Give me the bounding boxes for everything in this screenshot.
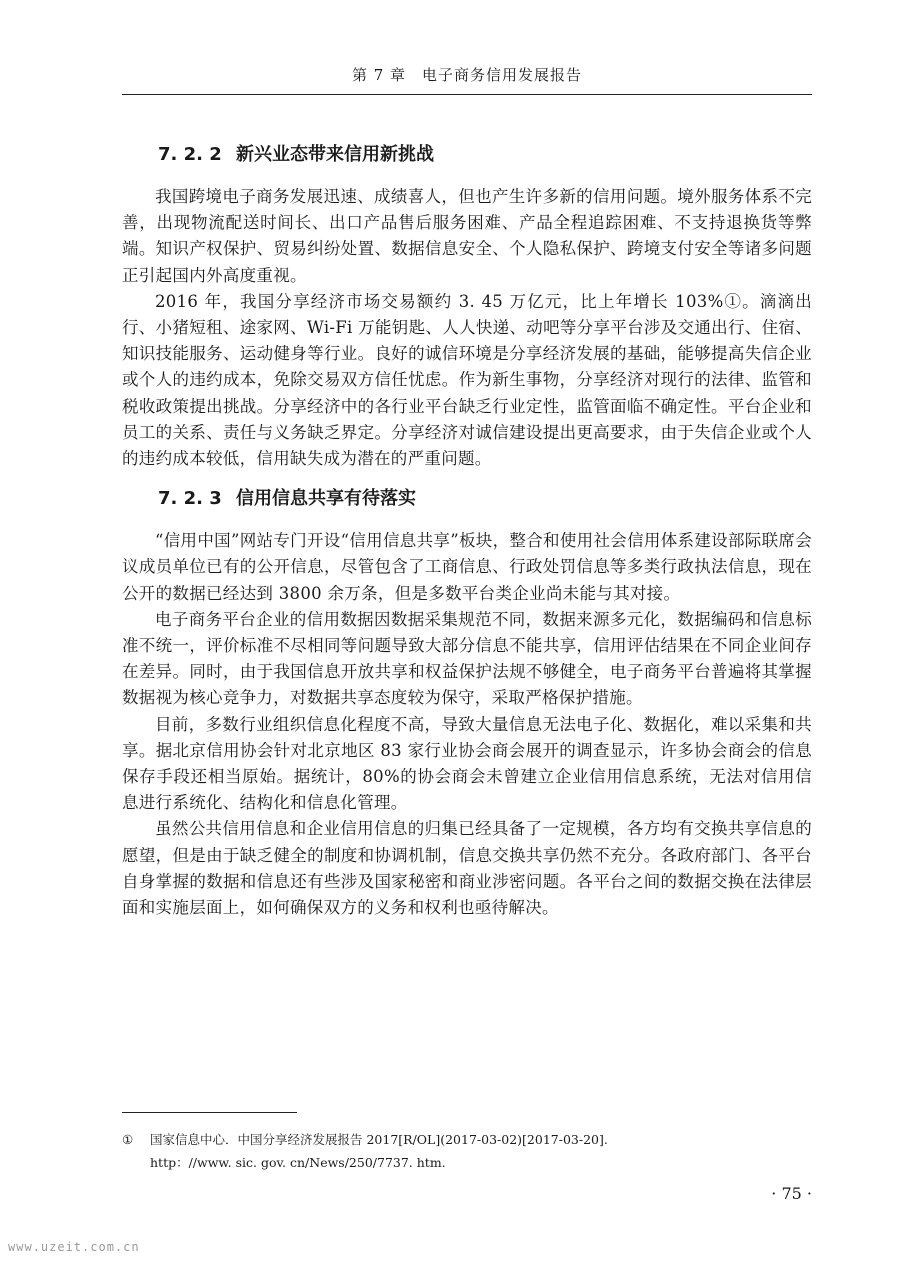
section-number: 7. 2. 2 [158, 144, 222, 165]
section-number: 7. 2. 3 [158, 488, 222, 510]
running-header: 第 7 章 电子商务信用发展报告 [351, 66, 583, 84]
page-number: · 75 · [771, 1184, 812, 1203]
footnote-citation: 国家信息中心．中国分享经济发展报告 2017[R/OL](2017-03-02)[2017-03-20]. [150, 1132, 608, 1147]
paragraph: “信用中国”网站专门开设“信用信息共享”板块，整合和使用社会信用体系建设部际联席会议成员单位已有的公开信息，尽管包含了工商信息、行政处罚信息等多类行政执法信息，现在公开的数据已经达到 3800 余万条，但是多数平台类企业尚未能与其对接。 [122, 531, 812, 603]
paragraph: 目前，多数行业组织信息化程度不高，导致大量信息无法电子化、数据化，难以采集和共享。据北京信用协会针对北京地区 83 家行业协会商会展开的调查显示，许多协会商会的信息保存手段还相当原始。据统计，80%的协会商会未曾建立企业信用信息系统，无法对信用信息进行系统化、结构化和信息化管理。 [122, 714, 812, 813]
paragraph: 电子商务平台企业的信用数据因数据采集规范不同，数据来源多元化，数据编码和信息标准不统一，评价标准不尽相同等问题导致大部分信息不能共享，信用评估结果在不同企业间存在差异。同时，由于我国信息开放共享和权益保护法规不够健全，电子商务平台普遍将其掌握数据视为核心竞争力，对数据共享态度较为保守，采取严格保护措施。 [122, 609, 812, 708]
page-body [122, 138, 812, 921]
section-title: 新兴业态带来信用新挑战 [236, 144, 434, 165]
section-heading-7-2-3 [122, 482, 812, 516]
header-rule [122, 94, 812, 95]
paragraph: 虽然公共信用信息和企业信用信息的归集已经具备了一定规模，各方均有交换共享信息的愿望，但是由于缺乏健全的制度和协调机制，信息交换共享仍然不充分。各政府部门、各平台自身掌握的数据和信息还有些涉及国家秘密和商业涉密问题。各平台之间的数据交换在法律层面和实施层面上，如何确保双方的义务和权利也亟待解决。 [122, 819, 812, 918]
footnote [122, 1128, 812, 1174]
paragraph: 2016 年，我国分享经济市场交易额约 3. 45 万亿元，比上年增长 103%①。滴滴出行、小猪短租、途家网、Wi-Fi 万能钥匙、人人快递、动吧等分享平台涉及交通出行、住宿、知识技能服务、运动健身等行业。良好的诚信环境是分享经济发展的基础，能够提高失信企业或个人的违约成本，免除交易双方信任忧虑。作为新生事物，分享经济对现行的法律、监管和税收政策提出挑战。分享经济中的各行业平台缺乏行业定性，监管面临不确定性。平台企业和员工的关系、责任与义务缺乏界定。分享经济对诚信建设提出更高要求，由于失信企业或个人的违约成本较低，信用缺失成为潜在的严重问题。 [122, 291, 812, 469]
paragraph: 我国跨境电子商务发展迅速、成绩喜人，但也产生许多新的信用问题。境外服务体系不完善，出现物流配送时间长、出口产品售后服务困难、产品全程追踪困难、不支持退换货等弊端。知识产权保护、贸易纠纷处置、数据信息安全、个人隐私保护、跨境支付安全等诸多问题正引起国内外高度重视。 [122, 187, 812, 285]
section-heading-7-2-2 [122, 138, 812, 172]
watermark: www.uzeit.com.cn [8, 1240, 140, 1254]
section-title: 信用信息共享有待落实 [236, 488, 416, 510]
footnote-url: http：//www. sic. gov. cn/News/250/7737. htm. [150, 1155, 446, 1170]
footnote-marker: ① [122, 1132, 134, 1147]
footnote-rule [122, 1112, 297, 1113]
